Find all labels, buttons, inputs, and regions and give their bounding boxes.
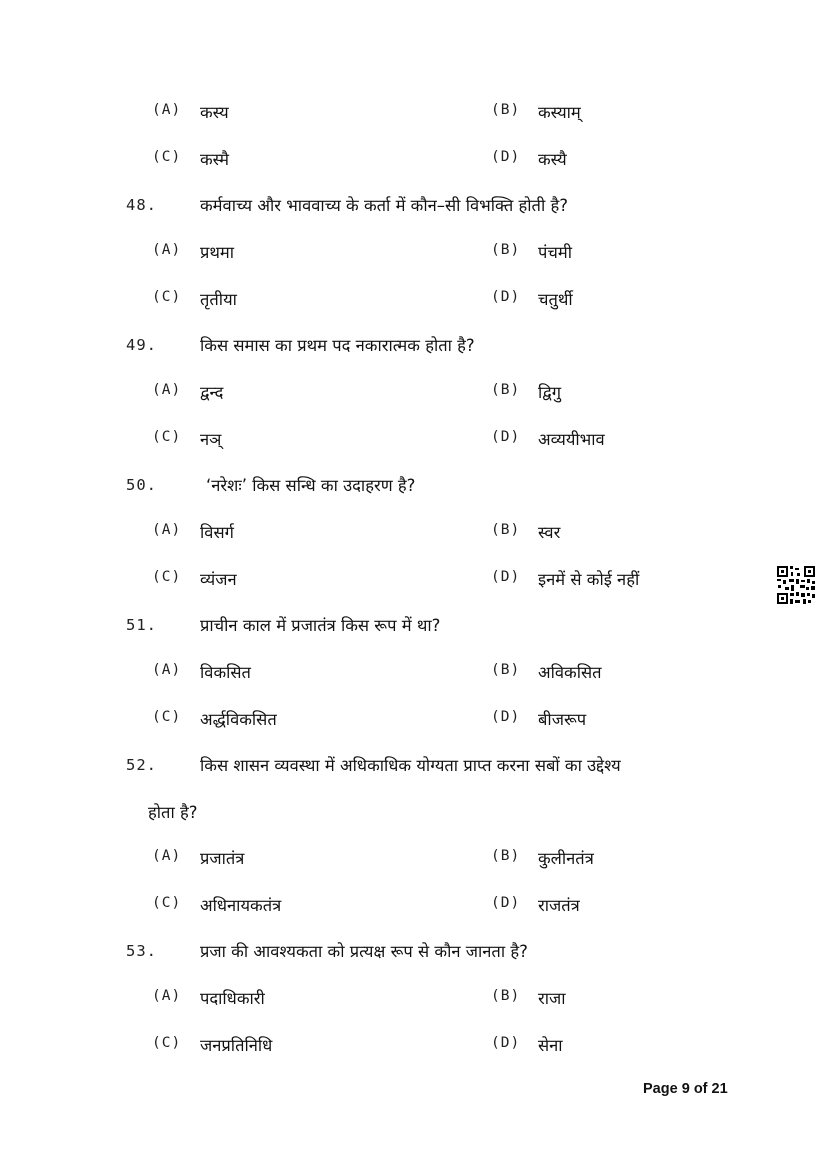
question-text: ‘नरेशः’ किस सन्धि का उदाहरण है? xyxy=(206,476,416,495)
option-text: अर्द्धविकसित xyxy=(200,710,277,729)
question-text: किस शासन व्यवस्था में अधिकाधिक योग्यता प्राप्त करना सबों का उद्देश्य xyxy=(200,756,621,775)
option-label: (D) xyxy=(491,429,521,445)
option-label: (D) xyxy=(491,149,521,165)
option-text: जनप्रतिनिधि xyxy=(200,1036,273,1055)
option-text: कस्यै xyxy=(538,150,567,169)
option-label: (B) xyxy=(491,382,521,398)
option-label: (B) xyxy=(491,522,521,538)
option-label: (A) xyxy=(152,102,182,118)
option-label: (D) xyxy=(491,569,521,585)
question-number: 48. xyxy=(126,196,157,214)
question-text-continued: होता है? xyxy=(148,803,198,822)
question-number: 51. xyxy=(126,616,157,634)
option-text: सेना xyxy=(538,1036,563,1055)
option-label: (D) xyxy=(491,1035,521,1051)
qr-code-icon xyxy=(776,565,816,605)
option-label: (B) xyxy=(491,662,521,678)
option-text: बीजरूप xyxy=(538,710,587,729)
option-label: (C) xyxy=(152,569,182,585)
option-text: अव्ययीभाव xyxy=(538,430,605,449)
option-text: नञ् xyxy=(200,430,222,449)
option-label: (A) xyxy=(152,848,182,864)
question-text: प्राचीन काल में प्रजातंत्र किस रूप में था? xyxy=(200,616,441,635)
option-text: चतुर्थी xyxy=(538,290,573,309)
option-label: (B) xyxy=(491,848,521,864)
question-text: प्रजा की आवश्यकता को प्रत्यक्ष रूप से कौन जानता है? xyxy=(200,942,528,961)
option-label: (D) xyxy=(491,289,521,305)
option-label: (B) xyxy=(491,242,521,258)
option-text: द्विगु xyxy=(538,383,562,402)
option-label: (C) xyxy=(152,149,182,165)
option-text: राजा xyxy=(538,989,566,1008)
page-footer xyxy=(643,1081,728,1097)
option-text: प्रथमा xyxy=(200,243,235,262)
option-text: विसर्ग xyxy=(200,523,234,542)
option-text: प्रजातंत्र xyxy=(200,849,245,868)
option-text: अविकसित xyxy=(538,663,602,682)
option-text: इनमें से कोई नहीं xyxy=(538,570,640,589)
option-label: (B) xyxy=(491,102,521,118)
option-text: व्यंजन xyxy=(200,570,237,589)
option-text: विकसित xyxy=(200,663,251,682)
question-number: 50. xyxy=(126,476,157,494)
option-label: (C) xyxy=(152,895,182,911)
question-number: 49. xyxy=(126,336,157,354)
option-label: (D) xyxy=(491,709,521,725)
question-number: 52. xyxy=(126,756,157,774)
option-text: कस्मै xyxy=(200,150,229,169)
option-label: (A) xyxy=(152,522,182,538)
option-label: (D) xyxy=(491,895,521,911)
option-label: (A) xyxy=(152,242,182,258)
option-label: (A) xyxy=(152,382,182,398)
page-current: 9 xyxy=(681,1081,690,1097)
option-label: (C) xyxy=(152,429,182,445)
page-word: Page xyxy=(643,1081,678,1097)
option-text: राजतंत्र xyxy=(538,896,580,915)
question-text: किस समास का प्रथम पद नकारात्मक होता है? xyxy=(200,336,475,355)
option-text: कस्याम् xyxy=(538,103,581,122)
option-label: (A) xyxy=(152,662,182,678)
option-label: (B) xyxy=(491,988,521,1004)
option-text: कस्य xyxy=(200,103,229,122)
option-text: द्वन्द xyxy=(200,383,224,402)
option-text: अधिनायकतंत्र xyxy=(200,896,282,915)
option-label: (C) xyxy=(152,1035,182,1051)
option-text: पदाधिकारी xyxy=(200,989,265,1008)
of-word: of xyxy=(693,1081,708,1097)
question-text: कर्मवाच्य और भाववाच्य के कर्ता में कौन–सी विभक्ति होती है? xyxy=(200,196,568,215)
option-text: स्वर xyxy=(538,523,561,542)
option-text: कुलीनतंत्र xyxy=(538,849,594,868)
option-label: (C) xyxy=(152,289,182,305)
question-number: 53. xyxy=(126,942,157,960)
option-text: पंचमी xyxy=(538,243,572,262)
option-text: तृतीया xyxy=(200,290,237,309)
option-label: (A) xyxy=(152,988,182,1004)
page-total: 21 xyxy=(711,1081,728,1097)
option-label: (C) xyxy=(152,709,182,725)
